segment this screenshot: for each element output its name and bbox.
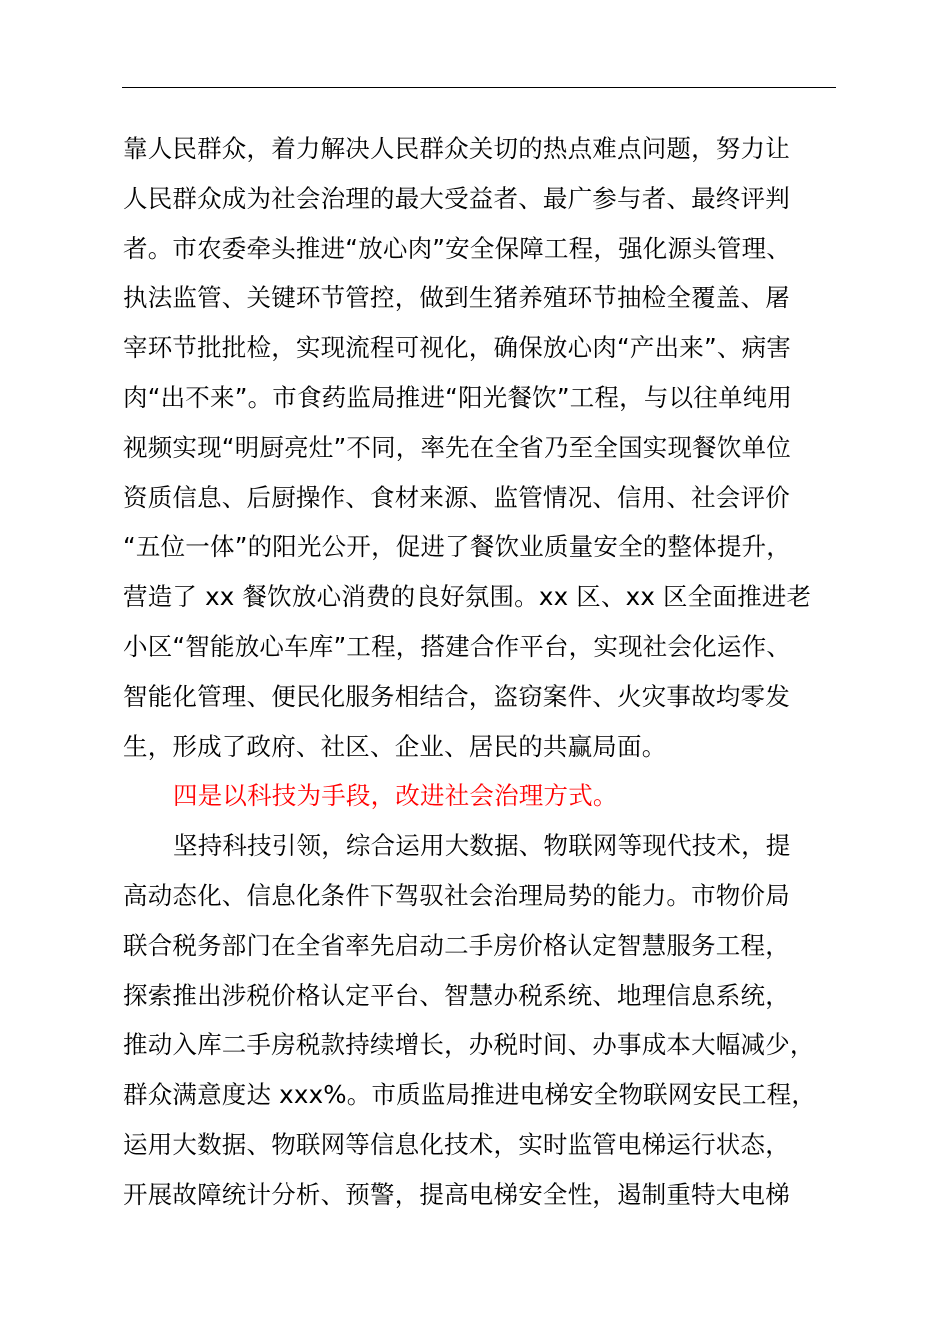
body-text-line: 执法监管、关键环节管控，做到生猪养殖环节抽检全覆盖、屠 xyxy=(123,283,790,313)
header-rule xyxy=(122,87,836,88)
body-text-line: 坚持科技引领，综合运用大数据、物联网等现代技术，提 xyxy=(173,831,791,861)
body-text-line: 运用大数据、物联网等信息化技术，实时监管电梯运行状态， xyxy=(123,1129,790,1159)
body-text-line: 推动入库二手房税款持续增长，办税时间、办事成本大幅减少， xyxy=(123,1030,815,1060)
body-text-line: 生，形成了政府、社区、企业、居民的共赢局面。 xyxy=(123,731,667,761)
body-text-line: 联合税务部门在全省率先启动二手房价格认定智慧服务工程， xyxy=(123,930,790,960)
body-text-line: 智能化管理、便民化服务相结合，盗窃案件、火灾事故均零发 xyxy=(123,681,790,711)
body-text-line: 探索推出涉税价格认定平台、智慧办税系统、地理信息系统， xyxy=(123,980,790,1010)
body-text-line: 开展故障统计分析、预警，提高电梯安全性，遏制重特大电梯 xyxy=(123,1179,790,1209)
body-text-line: 人民群众成为社会治理的最大受益者、最广参与者、最终评判 xyxy=(123,183,790,213)
body-text-line: “五位一体”的阳光公开，促进了餐饮业质量安全的整体提升， xyxy=(123,532,791,562)
body-text-line: 资质信息、后厨操作、食材来源、监管情况、信用、社会评价 xyxy=(123,482,790,512)
body-text-line: 视频实现“明厨亮灶”不同，率先在全省乃至全国实现餐饮单位 xyxy=(123,432,791,462)
body-text-line: 营造了 xx 餐饮放心消费的良好氛围。xx 区、xx 区全面推进老 xyxy=(123,582,812,612)
body-text-line: 群众满意度达 xxx%。市质监局推进电梯安全物联网安民工程， xyxy=(123,1080,817,1110)
document-body xyxy=(123,124,843,1220)
body-text-line: 小区“智能放心车库”工程，搭建合作平台，实现社会化运作、 xyxy=(123,631,791,661)
body-text-line: 靠人民群众，着力解决人民群众关切的热点难点问题，努力让 xyxy=(123,134,790,163)
body-text-line: 高动态化、信息化条件下驾驭社会治理局势的能力。市物价局 xyxy=(123,880,790,910)
body-text-line: 者。市农委牵头推进“放心肉”安全保障工程，强化源头管理、 xyxy=(123,233,791,263)
body-text-line: 肉“出不来”。市食药监局推进“阳光餐饮”工程，与以往单纯用 xyxy=(123,382,793,412)
body-text-line: 宰环节批批检，实现流程可视化，确保放心肉“产出来”、病害 xyxy=(123,333,791,363)
section-heading: 四是以科技为手段，改进社会治理方式。 xyxy=(173,781,618,811)
